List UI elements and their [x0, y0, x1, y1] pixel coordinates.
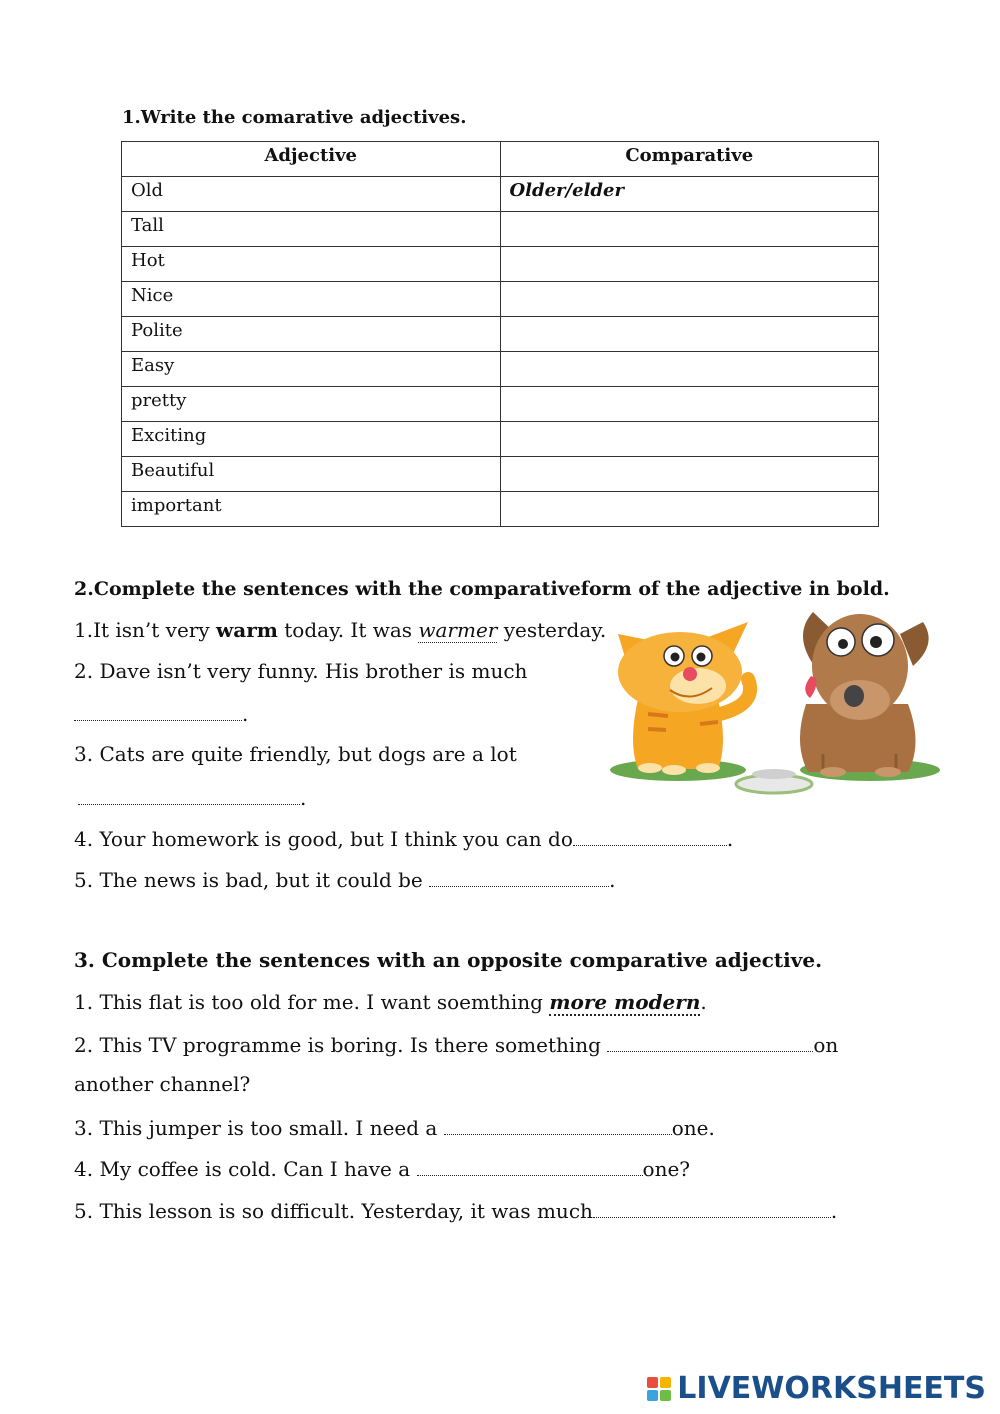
adjective-cell: Nice: [122, 282, 501, 317]
table-row: [122, 352, 879, 387]
adjective-cell: important: [122, 492, 501, 527]
adjective-cell: Polite: [122, 317, 501, 352]
s3-2-text-a: 2. This TV programme is boring. Is there something: [74, 1033, 608, 1057]
s3-1-example-answer: more modern: [549, 990, 701, 1014]
comparative-cell[interactable]: [500, 282, 879, 317]
adjective-cell: Beautiful: [122, 457, 501, 492]
s3-sentence-2: [74, 1031, 838, 1057]
s2-1-text-a: 1.It isn’t very: [74, 618, 217, 642]
section1-title: 1.Write the comarative adjectives.: [122, 107, 467, 128]
s2-4-text: 4. Your homework is good, but I think you can do: [74, 827, 573, 851]
adjective-cell: Easy: [122, 352, 501, 387]
adjective-cell: pretty: [122, 387, 501, 422]
table-header-row: [122, 142, 879, 177]
s3-sentence-5: [74, 1197, 837, 1223]
comparative-cell[interactable]: [500, 317, 879, 352]
s3-2-text-b: on: [813, 1033, 839, 1057]
adjective-cell: Tall: [122, 212, 501, 247]
dog-icon: [800, 612, 929, 777]
table-row: [122, 317, 879, 352]
s3-3-text-a: 3. This jumper is too small. I need a: [74, 1116, 444, 1140]
answer-blank[interactable]: [429, 866, 609, 887]
s3-4-text-b: one?: [642, 1157, 691, 1181]
s2-sentence-2-answer: [74, 700, 248, 726]
table-row: [122, 457, 879, 492]
answer-blank[interactable]: [78, 784, 300, 805]
period: .: [300, 786, 307, 810]
comparative-cell[interactable]: [500, 247, 879, 282]
answer-blank[interactable]: [607, 1031, 813, 1052]
section2-title: 2.Complete the sentences with the comparativeform of the adjective in bold.: [74, 578, 890, 600]
header-comparative: Comparative: [500, 142, 879, 177]
comparative-cell[interactable]: [500, 422, 879, 457]
comparative-cell[interactable]: [500, 457, 879, 492]
period: .: [242, 702, 249, 726]
cat-icon: [618, 622, 750, 775]
s2-sentence-2: 2. Dave isn’t very funny. His brother is much: [74, 659, 528, 683]
comparative-cell: Older/elder: [500, 177, 879, 212]
s2-1-bold-word: warm: [216, 618, 278, 642]
comparative-cell[interactable]: [500, 492, 879, 527]
header-adjective: Adjective: [122, 142, 501, 177]
period: .: [726, 827, 734, 851]
table-row: [122, 492, 879, 527]
s2-1-text-c: yesterday.: [497, 618, 607, 642]
s3-sentence-2-cont: another channel?: [74, 1072, 251, 1096]
period: .: [609, 868, 616, 892]
table-row: [122, 422, 879, 457]
period: .: [830, 1199, 838, 1223]
answer-blank[interactable]: [444, 1114, 672, 1135]
s3-sentence-4: [74, 1155, 690, 1181]
s2-sentence-4: [74, 825, 733, 851]
adjective-table: [121, 141, 879, 527]
answer-blank[interactable]: [74, 700, 242, 721]
s2-sentence-1: [74, 618, 606, 642]
liveworksheets-mark-icon: [647, 1377, 671, 1401]
liveworksheets-logo[interactable]: [647, 1371, 986, 1406]
adjective-cell: Exciting: [122, 422, 501, 457]
brand-name: LIVEWORKSHEETS: [677, 1371, 986, 1406]
table-row: [122, 282, 879, 317]
comparative-cell[interactable]: [500, 352, 879, 387]
s3-sentence-1: [74, 990, 707, 1014]
answer-blank[interactable]: [593, 1197, 831, 1218]
table-row: [122, 387, 879, 422]
answer-blank[interactable]: [573, 825, 727, 846]
s3-1-text: 1. This flat is too old for me. I want soemthing: [74, 990, 550, 1014]
section3-title: 3. Complete the sentences with an opposite comparative adjective.: [74, 948, 823, 972]
period: .: [700, 990, 707, 1014]
s2-sentence-5: [74, 866, 615, 892]
adjective-cell: Hot: [122, 247, 501, 282]
s2-sentence-3: 3. Cats are quite friendly, but dogs are a lot: [74, 742, 517, 766]
answer-blank[interactable]: [417, 1155, 643, 1176]
cat-and-dog-illustration: [608, 604, 944, 800]
table-row: [122, 177, 879, 212]
s3-4-text-a: 4. My coffee is cold. Can I have a: [74, 1157, 417, 1181]
s2-5-text: 5. The news is bad, but it could be: [74, 868, 430, 892]
s2-sentence-3-answer: [78, 784, 306, 810]
s2-1-text-b: today. It was: [277, 618, 419, 642]
s3-3-text-b: one.: [671, 1116, 715, 1140]
comparative-cell[interactable]: [500, 387, 879, 422]
table-row: [122, 247, 879, 282]
table-row: [122, 212, 879, 247]
adjective-cell: Old: [122, 177, 501, 212]
s3-sentence-3: [74, 1114, 715, 1140]
comparative-cell[interactable]: [500, 212, 879, 247]
s3-5-text: 5. This lesson is so difficult. Yesterday, it was much: [74, 1199, 593, 1223]
s2-1-example-answer: warmer: [418, 618, 498, 642]
